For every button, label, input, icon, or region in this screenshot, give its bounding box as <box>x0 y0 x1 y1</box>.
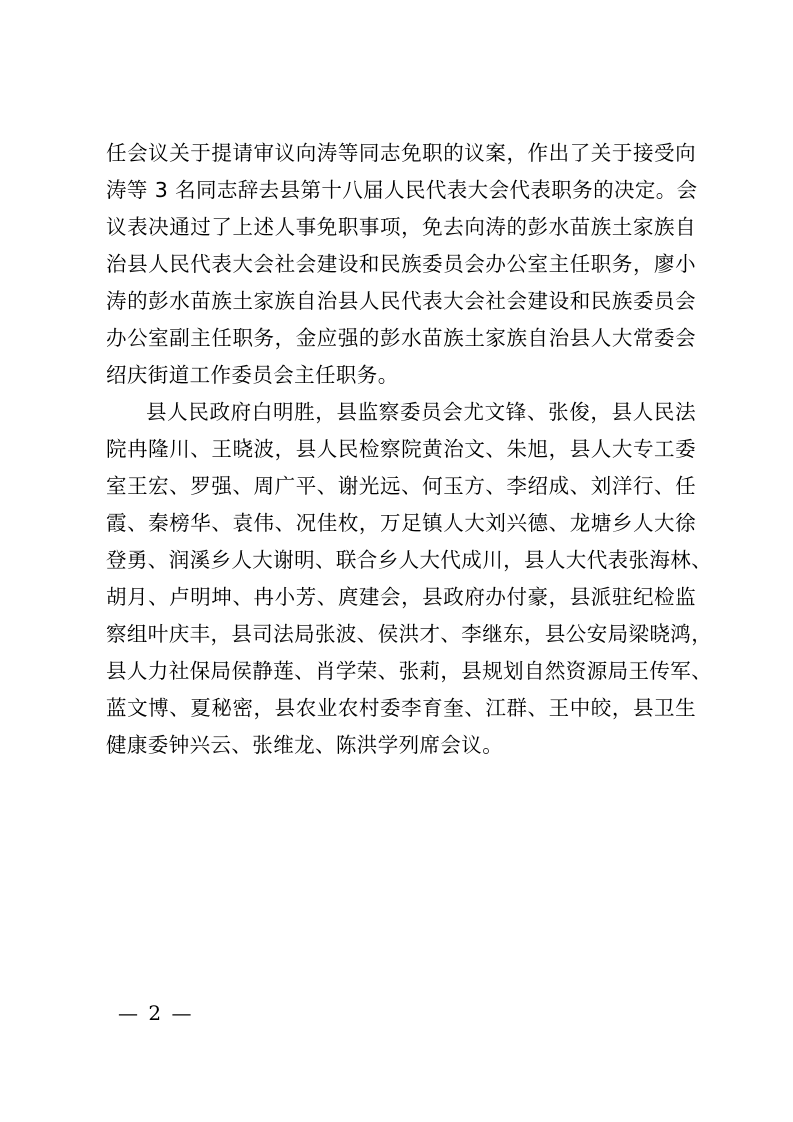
text-line: 院冉隆川、王晓波，县人民检察院黄治文、朱旭，县人大专工委 <box>106 437 696 461</box>
text-line: 登勇、润溪乡人大谢明、联合乡人大代成川，县人大代表张海林、 <box>106 548 713 572</box>
document-body <box>106 135 713 764</box>
text-line: 健康委钟兴云、张维龙、陈洪学列席会议。 <box>106 733 504 757</box>
text-line: 蓝文博、夏秘密，县农业农村委李育奎、江群、王中皎，县卫生 <box>106 696 696 720</box>
text-line: 议表决通过了上述人事免职事项，免去向涛的彭水苗族土家族自 <box>106 215 696 239</box>
text-line: 胡月、卢明坤、冉小芳、庹建会，县政府办付豪，县派驻纪检监 <box>106 585 696 609</box>
page-number: — 2 — <box>118 1001 194 1025</box>
paragraph-appointment-decision <box>106 135 696 394</box>
text-line: 县人力社保局侯静莲、肖学荣、张莉，县规划自然资源局王传军、 <box>106 659 713 683</box>
text-line: 治县人民代表大会社会建设和民族委员会办公室主任职务，廖小 <box>106 252 696 276</box>
text-line: 霞、秦榜华、袁伟、况佳枚，万足镇人大刘兴德、龙塘乡人大徐 <box>106 511 696 535</box>
text-line: 办公室副主任职务，金应强的彭水苗族土家族自治县人大常委会 <box>106 326 696 350</box>
paragraph-attendees <box>106 394 713 764</box>
text-line: 室王宏、罗强、周广平、谢光远、何玉方、李绍成、刘洋行、任 <box>106 474 696 498</box>
text-line: 察组叶庆丰，县司法局张波、侯洪才、李继东，县公安局梁晓鸿， <box>106 622 713 646</box>
text-line: 绍庆街道工作委员会主任职务。 <box>106 363 399 387</box>
text-line: 涛等 3 名同志辞去县第十八届人民代表大会代表职务的决定。会 <box>106 178 698 202</box>
text-line: 县人民政府白明胜，县监察委员会尤文锋、张俊，县人民法 <box>146 400 696 424</box>
text-line: 任会议关于提请审议向涛等同志免职的议案，作出了关于接受向 <box>106 141 696 165</box>
text-line: 涛的彭水苗族土家族自治县人民代表大会社会建设和民族委员会 <box>106 289 696 313</box>
